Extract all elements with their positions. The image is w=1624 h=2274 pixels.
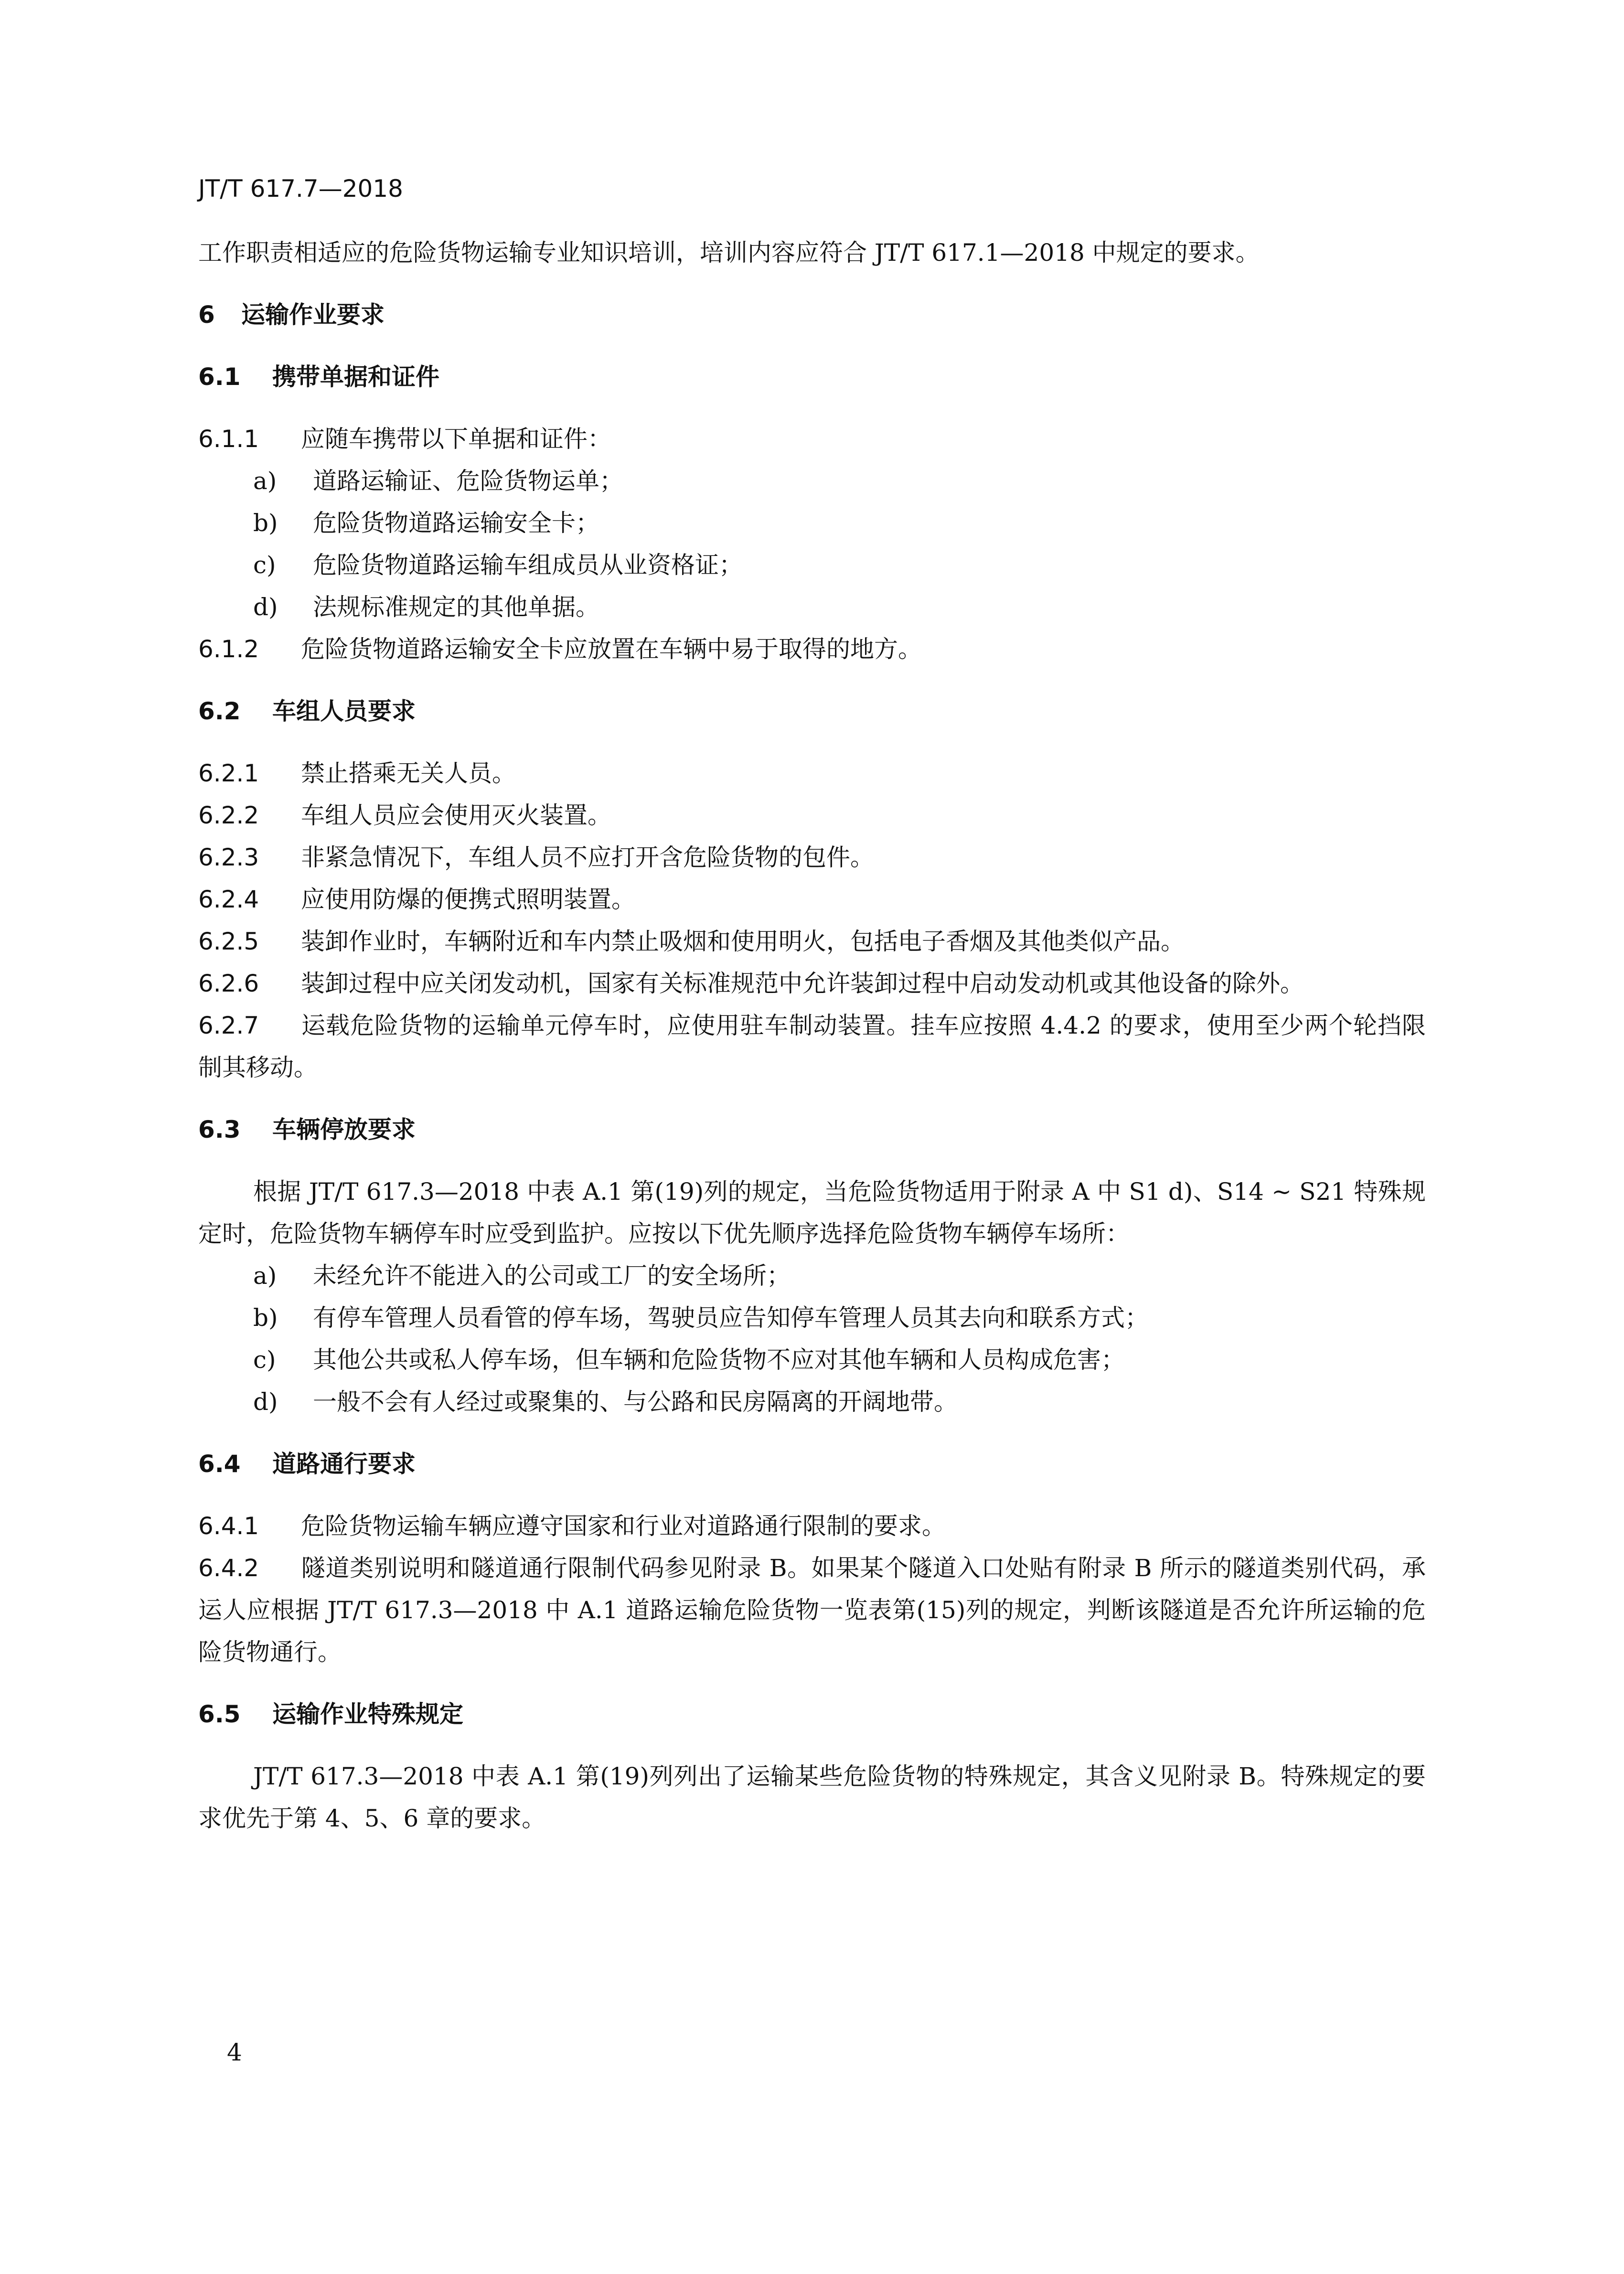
- clause-number: 6.2.3: [198, 843, 259, 871]
- section-number: 6: [198, 301, 215, 329]
- list-text: 道路运输证、危险货物运单；: [313, 467, 623, 495]
- clause-text: 隧道类别说明和隧道通行限制代码参见附录 B。如果某个隧道入口处贴有附录 B 所示的隧道类别代码，承运人应根据 JT/T 617.3—2018 中 A.1 道路运输危险货物一览表第(15)列的规定，判断该隧道是否允许所运输的危险货物通行。: [198, 1554, 1426, 1666]
- section-title: 运输作业特殊规定: [272, 1700, 463, 1728]
- clause-text: 禁止搭乘无关人员。: [301, 759, 516, 787]
- clause-number: 6.2.4: [198, 886, 259, 913]
- list-text: 其他公共或私人停车场，但车辆和危险货物不应对其他车辆和人员构成危害；: [313, 1346, 1125, 1374]
- list-item: [198, 1339, 1426, 1381]
- page-number: 4: [227, 2039, 242, 2066]
- list-item: [198, 586, 1426, 628]
- section-6-heading: [198, 294, 1426, 336]
- list-marker: d): [253, 593, 278, 621]
- list-marker: a): [253, 1262, 277, 1290]
- section-title: 携带单据和证件: [272, 363, 439, 391]
- clause-6-2-5: [198, 920, 1426, 962]
- list-item: [198, 502, 1426, 544]
- clause-text: 危险货物道路运输安全卡应放置在车辆中易于取得的地方。: [301, 635, 922, 663]
- list-marker: c): [253, 1346, 276, 1374]
- clause-number: 6.4.2: [198, 1554, 259, 1582]
- section-title: 车组人员要求: [272, 697, 416, 725]
- list-text: 未经允许不能进入的公司或工厂的安全场所；: [313, 1262, 791, 1290]
- section-6-3-heading: [198, 1109, 1426, 1151]
- section-title: 道路通行要求: [272, 1450, 416, 1478]
- clause-number: 6.2.6: [198, 970, 259, 997]
- clause-text: 装卸作业时，车辆附近和车内禁止吸烟和使用明火，包括电子香烟及其他类似产品。: [301, 928, 1185, 955]
- clause-number: 6.2.7: [198, 1012, 259, 1039]
- section-title: 运输作业要求: [241, 301, 385, 329]
- clause-text: 非紧急情况下，车组人员不应打开含危险货物的包件。: [301, 843, 874, 871]
- clause-number: 6.2.5: [198, 928, 259, 955]
- list-item: [198, 1381, 1426, 1423]
- section-title: 车辆停放要求: [272, 1116, 416, 1143]
- list-marker: a): [253, 467, 277, 495]
- standard-header: JT/T 617.7—2018: [198, 175, 403, 203]
- list-text: 法规标准规定的其他单据。: [313, 593, 599, 621]
- clause-number: 6.4.1: [198, 1512, 259, 1540]
- section-number: 6.3: [198, 1116, 241, 1143]
- section-6-3-paragraph: 根据 JT/T 617.3—2018 中表 A.1 第(19)列的规定，当危险货物适用于附录 A 中 S1 d)、S14 ~ S21 特殊规定时，危险货物车辆停车时应受到监护。应按以下优先顺序选择危险货物车辆停车场所：: [198, 1178, 1426, 1248]
- list-marker: b): [253, 1304, 278, 1332]
- section-6-5-heading: [198, 1693, 1426, 1735]
- section-number: 6.4: [198, 1450, 241, 1478]
- clause-6-1-1: [198, 418, 1426, 460]
- clause-text: 危险货物运输车辆应遵守国家和行业对道路通行限制的要求。: [301, 1512, 946, 1540]
- section-number: 6.1: [198, 363, 241, 391]
- list-text: 危险货物道路运输车组成员从业资格证；: [313, 551, 743, 579]
- list-item: [198, 460, 1426, 502]
- clause-6-4-1: [198, 1505, 1426, 1547]
- list-marker: d): [253, 1388, 278, 1416]
- clause-6-4-2: [198, 1547, 1426, 1673]
- section-6-1-heading: [198, 356, 1426, 398]
- clause-text: 运载危险货物的运输单元停车时，应使用驻车制动装置。挂车应按照 4.4.2 的要求，使用至少两个轮挡限制其移动。: [198, 1012, 1426, 1081]
- section-number: 6.2: [198, 697, 241, 725]
- clause-6-2-4: [198, 878, 1426, 920]
- clause-text: 装卸过程中应关闭发动机，国家有关标准规范中允许装卸过程中启动发动机或其他设备的除外。: [301, 970, 1304, 997]
- section-6-5-paragraph: JT/T 617.3—2018 中表 A.1 第(19)列列出了运输某些危险货物的特殊规定，其含义见附录 B。特殊规定的要求优先于第 4、5、6 章的要求。: [198, 1762, 1426, 1832]
- clause-text: 应使用防爆的便携式照明装置。: [301, 886, 635, 913]
- clause-number: 6.1.1: [198, 425, 259, 453]
- list-text: 有停车管理人员看管的停车场，驾驶员应告知停车管理人员其去向和联系方式；: [313, 1304, 1149, 1332]
- list-item: [198, 1255, 1426, 1297]
- list-marker: c): [253, 551, 276, 579]
- clause-6-2-6: [198, 962, 1426, 1004]
- clause-6-2-2: [198, 794, 1426, 836]
- section-6-4-heading: [198, 1443, 1426, 1485]
- list-text: 危险货物道路运输安全卡；: [313, 509, 599, 537]
- section-number: 6.5: [198, 1700, 241, 1728]
- clause-number: 6.2.1: [198, 759, 259, 787]
- list-marker: b): [253, 509, 278, 537]
- document-body: [198, 167, 1426, 1839]
- clause-6-2-1: [198, 752, 1426, 794]
- clause-6-2-3: [198, 836, 1426, 878]
- clause-6-1-2: [198, 628, 1426, 670]
- clause-text: 应随车携带以下单据和证件：: [301, 425, 611, 453]
- section-6-2-heading: [198, 690, 1426, 732]
- list-item: [198, 544, 1426, 586]
- clause-6-2-7: [198, 1004, 1426, 1089]
- clause-number: 6.1.2: [198, 635, 259, 663]
- clause-text: 车组人员应会使用灭火装置。: [301, 801, 611, 829]
- list-text: 一般不会有人经过或聚集的、与公路和民房隔离的开阔地带。: [313, 1388, 958, 1416]
- list-item: [198, 1297, 1426, 1339]
- intro-paragraph: 工作职责相适应的危险货物运输专业知识培训，培训内容应符合 JT/T 617.1—2018 中规定的要求。: [198, 239, 1260, 267]
- clause-number: 6.2.2: [198, 801, 259, 829]
